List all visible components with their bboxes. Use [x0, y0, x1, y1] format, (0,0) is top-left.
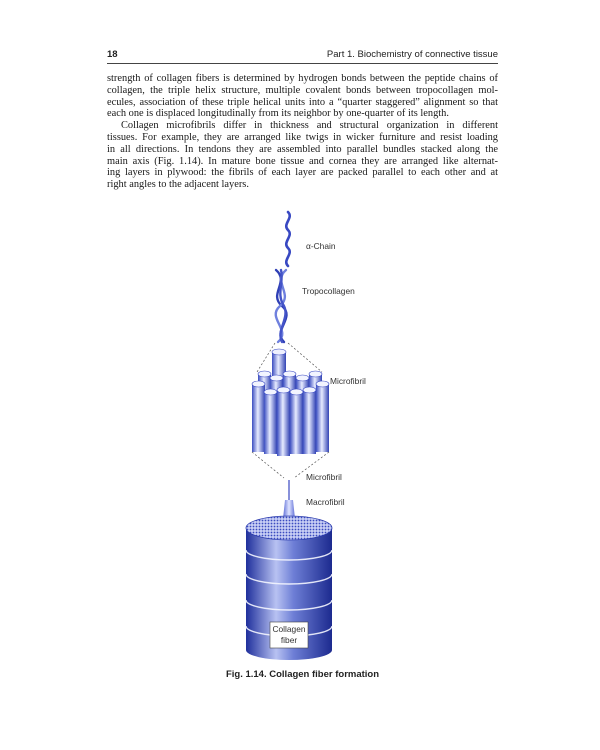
body-line: collagen, the triple helix structure, multiple covalent bonds between tropocollagen mol-: [107, 84, 498, 96]
body-line: Collagen microfibrils differ in thickness and structural organization in different: [121, 120, 498, 132]
body-line: ing layers in plywood: the fibrils of each layer are packed parallel to each other and at: [107, 167, 498, 179]
running-title: Part 1. Biochemistry of connective tissue: [326, 49, 498, 60]
body-line: in all directions. In tendons they are assembled into parallel bundles stacked along the: [107, 143, 498, 155]
body-line: main axis (Fig. 1.14). In mature bone tissue and cornea they are arranged like alternat-: [107, 155, 498, 167]
connector-lines: [257, 343, 322, 372]
label-macrofibril: Macrofibril: [306, 497, 345, 507]
body-line: ecules, association of these triple helical units into a “quarter staggered” alignment so that: [107, 96, 498, 108]
label-alpha-chain: α-Chain: [306, 241, 336, 251]
label-microfibril-upper: Microfibril: [330, 376, 366, 386]
body-line: each one is displaced longitudinally from its neighbor by one-quarter of its length.: [107, 108, 449, 120]
label-tropocollagen: Tropocollagen: [302, 286, 355, 296]
label-collagen-fiber-line2: fiber: [280, 635, 298, 645]
microfibril-bundle: [252, 349, 329, 456]
figure-caption: Fig. 1.14. Collagen fiber formation: [225, 669, 380, 680]
label-collagen-fiber-line1: Collagen: [272, 624, 306, 634]
body-line: right angles to the adjacent layers.: [107, 179, 249, 191]
tropocollagen-helix: [276, 270, 287, 342]
label-microfibril-lower: Microfibril: [306, 472, 342, 482]
alpha-chain-helix: [286, 212, 289, 266]
body-line: strength of collagen fibers is determined by hydrogen bonds between the peptide chains of: [107, 73, 498, 84]
body-line: tissues. For example, they are arranged like twigs in wicker furniture and resist loading: [107, 131, 498, 143]
page-number: 18: [107, 49, 118, 60]
